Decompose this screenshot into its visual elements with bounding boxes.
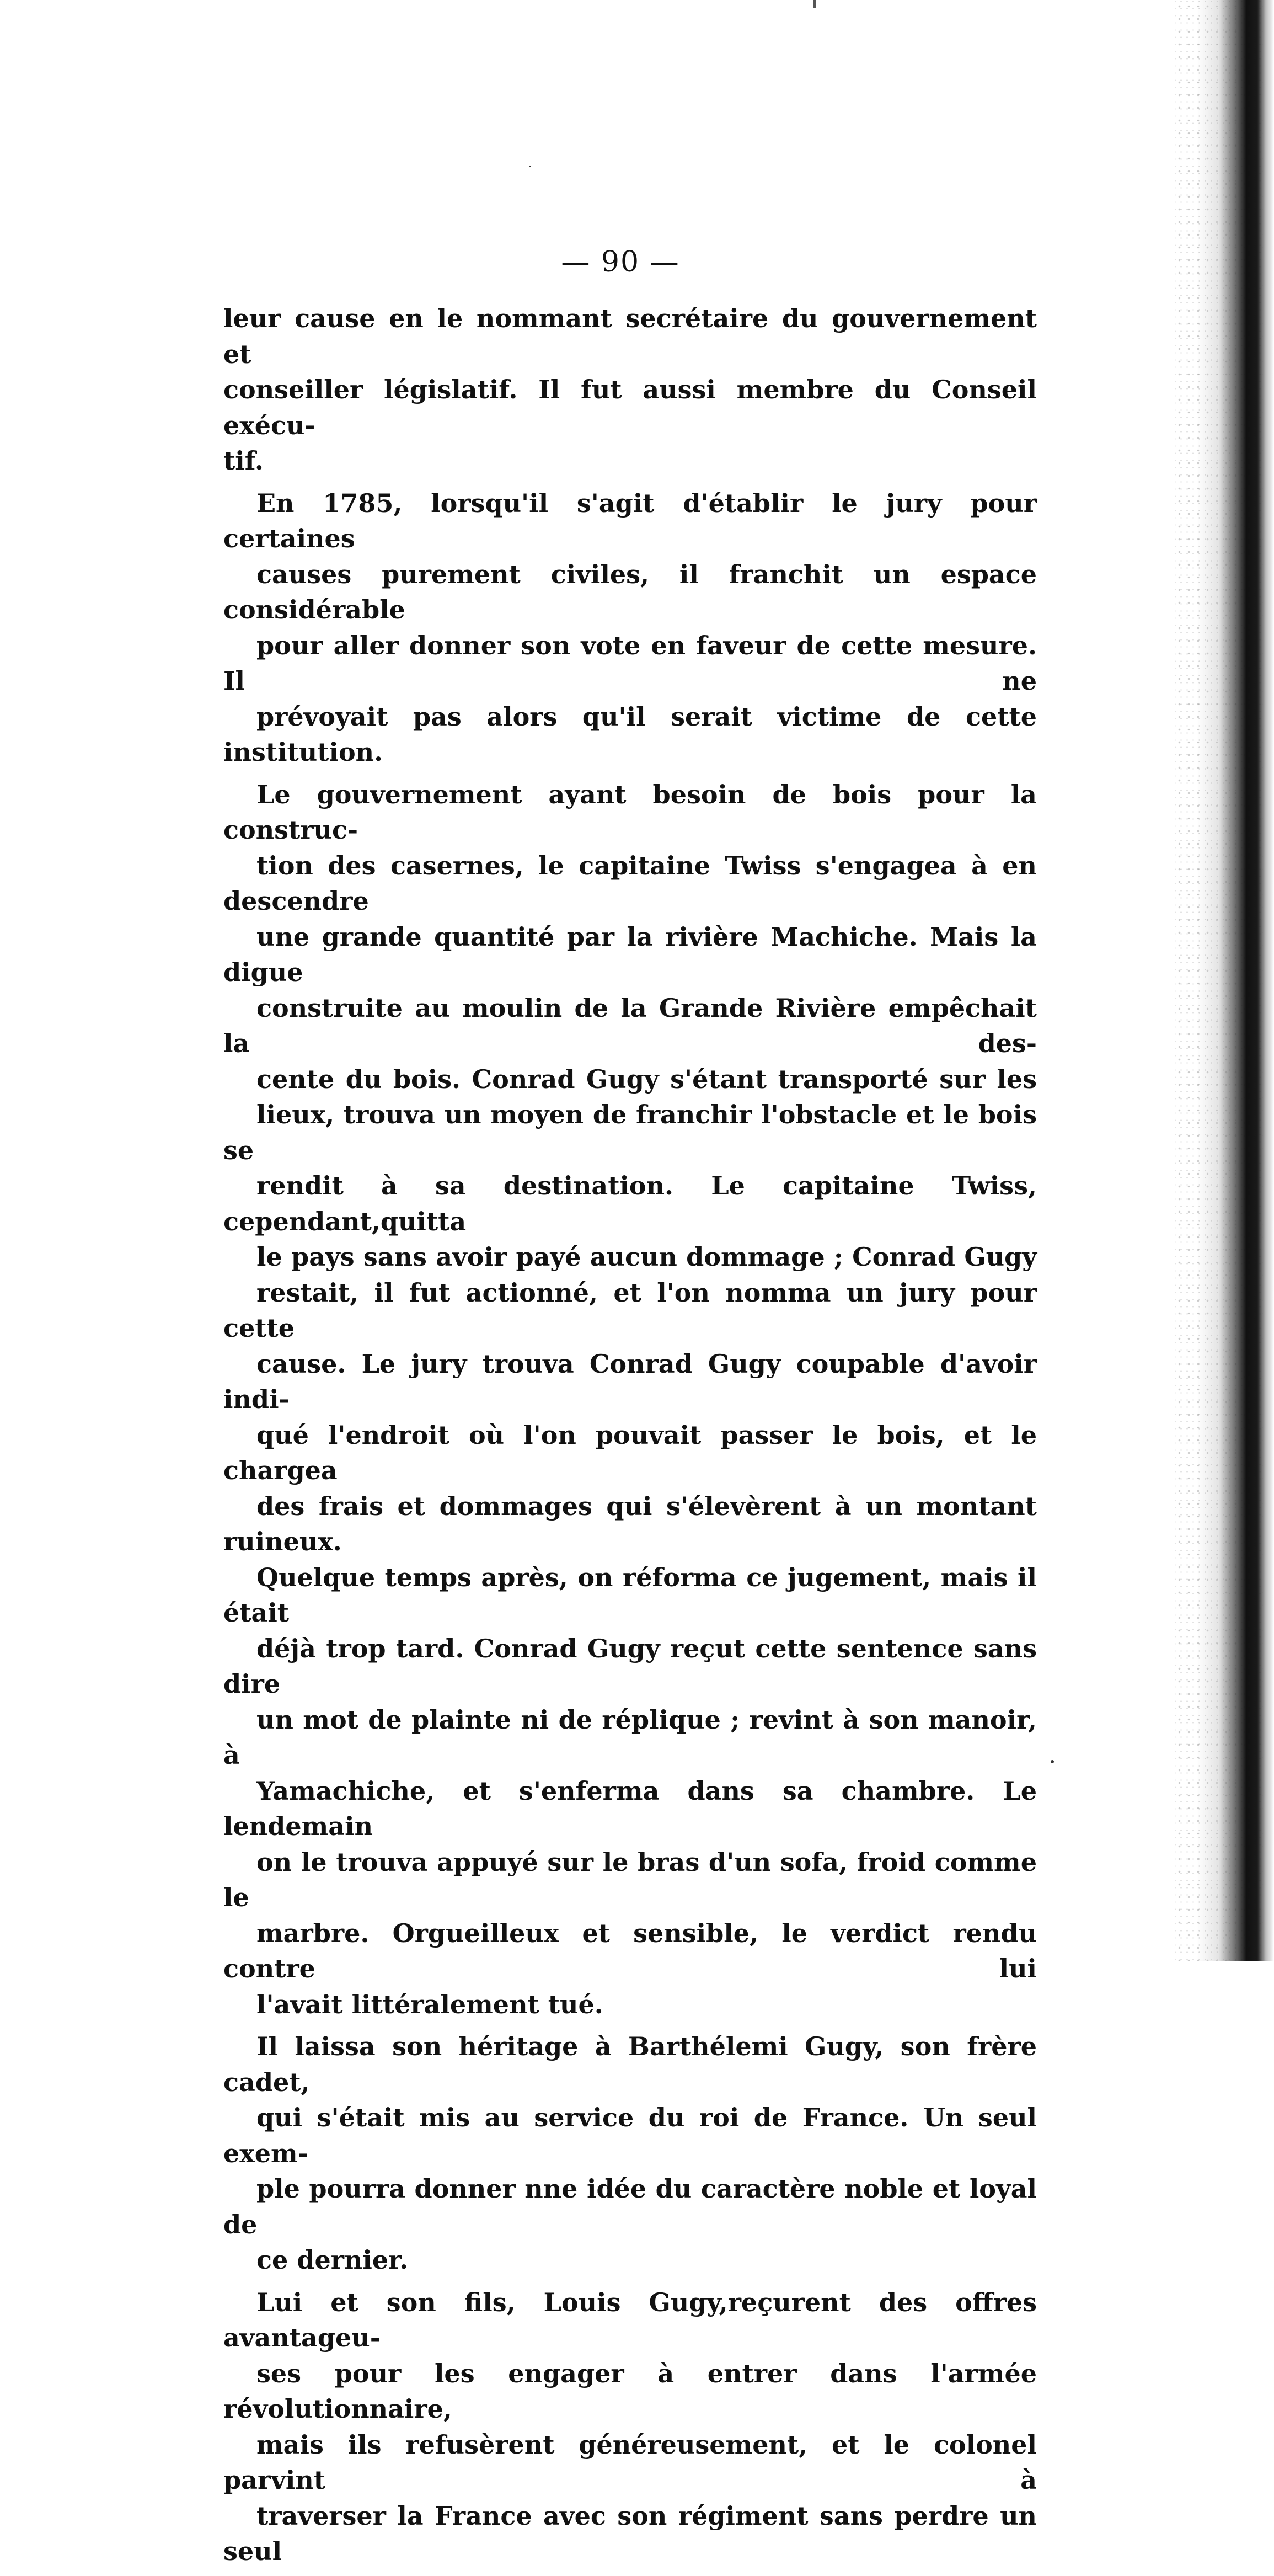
text-line: qué l'endroit où l'on pouvait passer le bois, et le chargea <box>223 1420 1037 1485</box>
text-line: l'avait littéralement tué. <box>256 1989 603 2019</box>
text-line: prévoyait pas alors qu'il serait victime de cette institution. <box>223 701 1037 767</box>
text-line: tif. <box>223 446 264 476</box>
paragraph <box>223 2029 1037 2278</box>
scan-dot <box>529 166 531 167</box>
text-line: rendit à sa destination. Le capitaine Twiss, cependant,quitta <box>223 1171 1037 1236</box>
text-line: pour aller donner son vote en faveur de cette mesure. Il ne <box>223 630 1037 696</box>
text-line: causes purement civiles, il franchit un espace considérable <box>223 559 1037 625</box>
text-line: déjà trop tard. Conrad Gugy reçut cette sentence sans dire <box>223 1633 1037 1699</box>
paragraph <box>223 301 1037 479</box>
scan-dot <box>1051 1760 1054 1763</box>
text-line: qui s'était mis au service du roi de France. Un seul exem- <box>223 2103 1037 2168</box>
text-line: marbre. Orgueilleux et sensible, le verdict rendu contre lui <box>223 1918 1037 1983</box>
text-line: restait, il fut actionné, et l'on nomma un jury pour cette <box>223 1277 1037 1343</box>
text-line: traverser la France avec son régiment sans perdre un seul <box>223 2500 1037 2566</box>
text-line: Le gouvernement ayant besoin de bois pour la construc- <box>223 779 1037 845</box>
text-line: ce dernier. <box>256 2245 409 2275</box>
text-line: cente du bois. Conrad Gugy s'étant transporté sur les <box>256 1064 1037 1094</box>
paragraph <box>223 486 1037 770</box>
text-line: lieux, trouva un moyen de franchir l'obstacle et le bois se <box>223 1100 1037 1165</box>
text-line: des frais et dommages qui s'élevèrent à un montant ruineux. <box>223 1491 1037 1556</box>
text-line: leur cause en le nommant secrétaire du gouvernement et <box>223 303 1037 369</box>
scan-mark <box>813 0 816 8</box>
paragraph <box>223 2285 1037 2569</box>
text-line: Il laissa son héritage à Barthélemi Gugy, son frère cadet, <box>223 2031 1037 2097</box>
binding-edge <box>1197 0 1274 1961</box>
text-line: construite au moulin de la Grande Rivière empêchait la des- <box>223 993 1037 1058</box>
text-line: le pays sans avoir payé aucun dommage ; Conrad Gugy <box>256 1242 1037 1272</box>
text-line: une grande quantité par la rivière Machiche. Mais la digue <box>223 921 1037 987</box>
text-line: mais ils refusèrent généreusement, et le colonel parvint à <box>223 2429 1037 2495</box>
text-line: cause. Le jury trouva Conrad Gugy coupable d'avoir indi- <box>223 1348 1037 1414</box>
paragraph <box>223 777 1037 2023</box>
page-number: — 90 — <box>561 246 680 279</box>
text-line: Quelque temps après, on réforma ce jugement, mais il était <box>223 1562 1037 1628</box>
text-line: Lui et son fils, Louis Gugy,reçurent des offres avantageu- <box>223 2287 1037 2353</box>
text-line: tion des casernes, le capitaine Twiss s'engagea à en descendre <box>223 850 1037 916</box>
text-line: En 1785, lorsqu'il s'agit d'établir le jury pour certaines <box>223 488 1037 553</box>
text-line: conseiller législatif. Il fut aussi membre du Conseil exécu- <box>223 375 1037 440</box>
text-line: Yamachiche, et s'enferma dans sa chambre. Le lendemain <box>223 1775 1037 1841</box>
text-line: un mot de plainte ni de réplique ; revint à son manoir, à <box>223 1704 1037 1770</box>
text-line: on le trouva appuyé sur le bras d'un sofa, froid comme le <box>223 1847 1037 1912</box>
text-line: ple pourra donner nne idée du caractère noble et loyal de <box>223 2174 1037 2239</box>
text-line: ses pour les engager à entrer dans l'armée révolutionnaire, <box>223 2358 1037 2424</box>
body-text <box>223 301 1037 2576</box>
